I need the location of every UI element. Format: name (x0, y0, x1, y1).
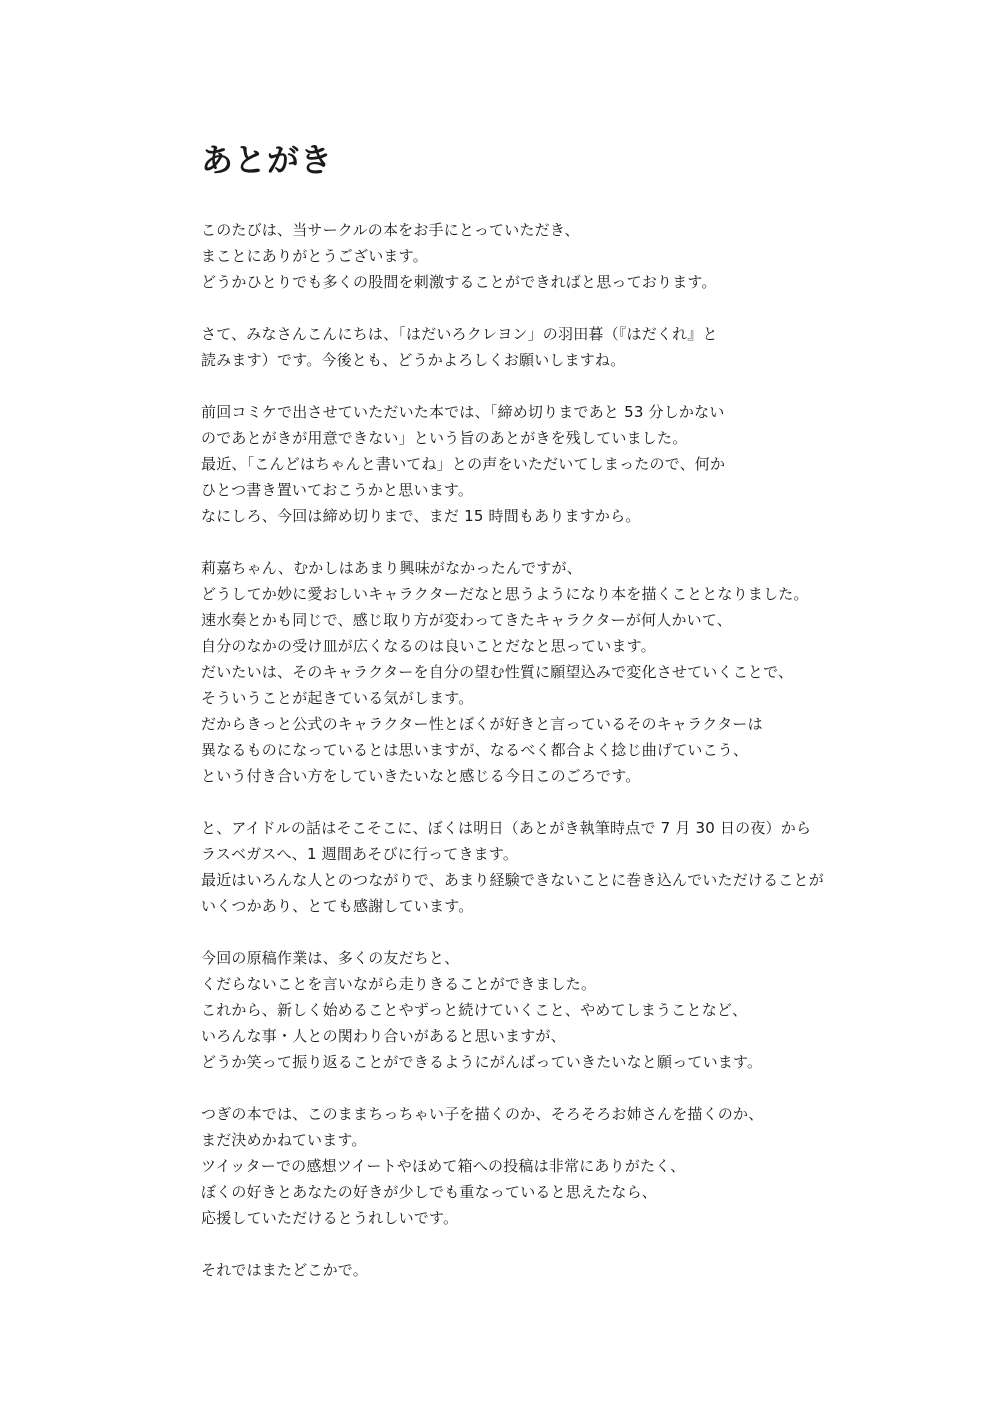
paragraph (201, 945, 841, 1075)
text-line: 莉嘉ちゃん、むかしはあまり興味がなかったんですが、 (201, 559, 582, 577)
text-line: そういうことが起きている気がします。 (201, 689, 474, 707)
text-line: 応援していただけるとうれしいです。 (201, 1209, 459, 1227)
text-line: まことにありがとうございます。 (201, 247, 428, 265)
text-line: これから、新しく始めることやずっと続けていくこと、やめてしまうことなど、 (201, 1001, 748, 1019)
paragraph (201, 555, 841, 789)
paragraph (201, 217, 841, 295)
text-line: どうしてか妙に愛おしいキャラクターだなと思うようになり本を描くこととなりました。 (201, 585, 809, 603)
text-line: どうかひとりでも多くの股間を刺激することができればと思っております。 (201, 273, 717, 291)
afterword-body (201, 217, 841, 1309)
paragraph (201, 399, 841, 529)
text-line: いくつかあり、とても感謝しています。 (201, 897, 474, 915)
text-line: まだ決めかねています。 (201, 1131, 367, 1149)
text-line: ひとつ書き置いておこうかと思います。 (201, 481, 474, 499)
page-title: あとがき (201, 141, 334, 179)
text-line: くだらないことを言いながら走りきることができました。 (201, 975, 597, 993)
text-line: 今回の原稿作業は、多くの友だちと、 (201, 949, 460, 967)
text-line: のであとがきが用意できない」という旨のあとがきを残していました。 (201, 429, 688, 447)
paragraph (201, 321, 841, 373)
text-line: ラスベガスへ、1 週間あそびに行ってきます。 (201, 845, 519, 863)
text-line: 自分のなかの受け皿が広くなるのは良いことだなと思っています。 (201, 637, 656, 655)
text-line: 最近はいろんな人とのつながりで、あまり経験できないことに巻き込んでいただけることが (201, 871, 824, 889)
text-line: つぎの本では、このままちっちゃい子を描くのか、そろそろお姉さんを描くのか、 (201, 1105, 764, 1123)
text-line: ツイッターでの感想ツイートやほめて箱への投稿は非常にありがたく、 (201, 1157, 686, 1175)
text-line: いろんな事・人との関わり合いがあると思いますが、 (201, 1027, 566, 1045)
text-line: 最近、「こんどはちゃんと書いてね」との声をいただいてしまったので、何か (201, 455, 726, 473)
paragraph (201, 1257, 841, 1283)
paragraph (201, 1101, 841, 1231)
text-line: 速水奏とかも同じで、感じ取り方が変わってきたキャラクターが何人かいて、 (201, 611, 732, 629)
text-line: だいたいは、そのキャラクターを自分の望む性質に願望込みで変化させていくことで、 (201, 663, 794, 681)
text-line: 前回コミケで出させていただいた本では、「締め切りまであと 53 分しかない (201, 403, 725, 421)
text-line: このたびは、当サークルの本をお手にとっていただき、 (201, 221, 580, 239)
text-line: だからきっと公式のキャラクター性とぼくが好きと言っているそのキャラクターは (201, 715, 763, 733)
text-line: という付き合い方をしていきたいなと感じる今日このごろです。 (201, 767, 641, 785)
text-line: 異なるものになっているとは思いますが、なるべく都合よく捻じ曲げていこう、 (201, 741, 749, 759)
text-line: 読みます）です。今後とも、どうかよろしくお願いしますね。 (201, 351, 626, 369)
text-line: それではまたどこかで。 (201, 1261, 368, 1279)
text-line: ぼくの好きとあなたの好きが少しでも重なっていると思えたなら、 (201, 1183, 658, 1201)
text-line: と、アイドルの話はそこそこに、ぼくは明日（あとがき執筆時点で 7 月 30 日の夜）から (201, 819, 812, 837)
text-line: さて、みなさんこんにちは、「はだいろクレヨン」の羽田暮（『はだくれ』と (201, 325, 718, 343)
text-line: なにしろ、今回は締め切りまで、まだ 15 時間もありますから。 (201, 507, 641, 525)
paragraph (201, 815, 841, 919)
text-line: どうか笑って振り返ることができるようにがんばっていきたいなと願っています。 (201, 1053, 763, 1071)
